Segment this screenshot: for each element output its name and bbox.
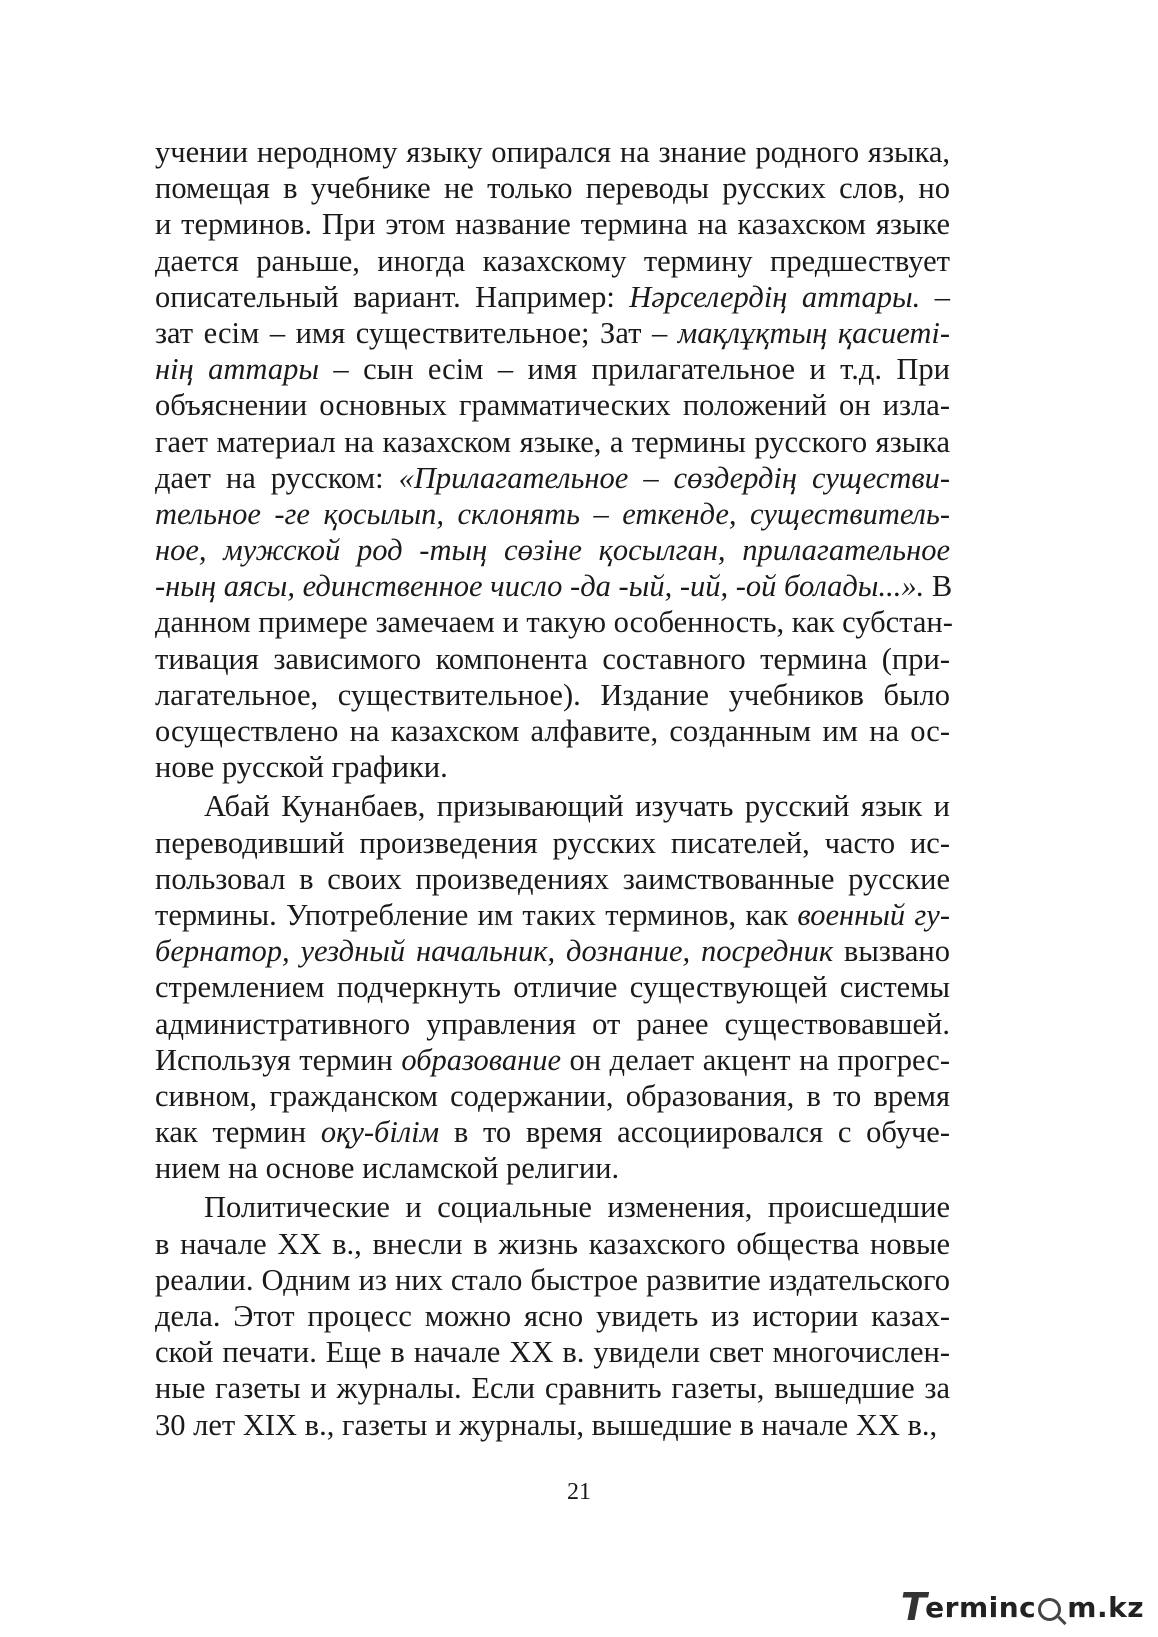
text-line [155, 1298, 950, 1334]
text-line [155, 1226, 950, 1262]
text-run: тивация зависимого компонента составного термина (при- [155, 641, 950, 676]
text-run: в то время ассоциировался с обуче- [439, 1115, 950, 1150]
paragraph [155, 1189, 950, 1442]
text-line [155, 1407, 950, 1443]
text-run: реалии. Одним из них стало быстрое развитие издательского [155, 1262, 950, 1297]
text-line [155, 861, 950, 897]
watermark-text-middle: erminc [925, 1590, 1037, 1624]
text-run: Абай Кунанбаев, призывающий изучать русский язык и [204, 789, 950, 824]
italic-term: тельное -ге қосылып, склонять – еткенде, существитель- [155, 496, 950, 531]
italic-term: оқу-білім [320, 1115, 440, 1150]
text-line [155, 1262, 950, 1298]
text-run: термины. Употребление им таких терминов, как [155, 897, 798, 932]
text-line [155, 969, 950, 1005]
text-line [155, 641, 950, 677]
text-run: лагательное, существительное). Издание учебников было [155, 677, 950, 712]
text-line [155, 568, 953, 604]
text-run: – сын есім – имя прилагательное и т.д. При [319, 352, 950, 387]
page-number: 21 [567, 1479, 591, 1505]
text-run: вызвано [833, 934, 950, 969]
text-run: осуществлено на казахском алфавите, созданным им на ос- [155, 714, 950, 748]
text-line [155, 424, 950, 460]
italic-term: нің аттары [155, 352, 319, 387]
text-run: описательный вариант. Например: [155, 279, 630, 314]
italic-term: «Прилагательное – сөздердің существи- [398, 460, 951, 495]
text-line [155, 788, 950, 824]
site-watermark-logo [901, 1587, 1144, 1627]
italic-term: -ның аясы, единственное число -да -ый, -ий, -ой болады...». [155, 569, 925, 604]
text-run: переводивший произведения русских писателей, часто ис- [155, 825, 950, 860]
page-body [155, 134, 953, 1443]
text-run: зат есім – имя существительное; Зат – [155, 315, 678, 350]
text-line [155, 1150, 950, 1186]
text-line [155, 1370, 950, 1406]
text-run: гает материал на казахском языке, а термины русского языка [155, 424, 950, 459]
text-run: как термин [155, 1115, 321, 1150]
italic-term: образование [401, 1042, 562, 1077]
text-line [155, 749, 950, 785]
italic-term: бернатор, уездный начальник, дознание, посредник [155, 934, 834, 969]
text-line [155, 1189, 950, 1225]
text-line [155, 315, 950, 351]
text-run: ные газеты и журналы. Если сравнить газеты, вышедшие за [155, 1371, 950, 1406]
text-run: Используя термин [155, 1042, 402, 1077]
text-line [155, 604, 953, 640]
magnifier-icon [1038, 1598, 1061, 1621]
italic-term: мақлұқтың қасиеті- [677, 315, 950, 350]
text-run: дела. Этот процесс можно ясно увидеть из истории казах- [155, 1299, 950, 1333]
text-line [155, 170, 950, 206]
text-line [155, 933, 950, 969]
text-run: 30 лет XIX в., газеты и журналы, вышедшие в начале XX в., [155, 1407, 938, 1442]
text-run: данном примере замечаем и такую особенность, как субстан- [155, 605, 953, 640]
text-line [155, 713, 950, 749]
text-run: нове русской графики. [155, 750, 448, 785]
text-line [155, 134, 950, 170]
text-line [155, 897, 950, 933]
text-run: стремлением подчеркнуть отличие существующей системы [155, 970, 950, 1005]
watermark-t-letter: T [900, 1585, 928, 1629]
text-line [155, 387, 950, 423]
text-line [155, 1078, 950, 1114]
text-run: Политические и социальные изменения, происшедшие [204, 1190, 950, 1225]
watermark-text-end: m.kz [1067, 1590, 1144, 1624]
italic-term: военный гу- [797, 897, 950, 932]
text-run: ской печати. Еще в начале XX в. увидели свет многочислен- [155, 1335, 950, 1370]
text-line [155, 243, 950, 279]
text-run: сивном, гражданском содержании, образования, в то время [155, 1078, 950, 1113]
text-line [155, 677, 950, 713]
text-line [155, 1042, 950, 1078]
paragraph [155, 788, 950, 1186]
text-run: дается раньше, иногда казахскому термину предшествует [155, 243, 950, 278]
text-run: в начале XX в., внесли в жизнь казахского общества новые [155, 1226, 950, 1261]
text-run: – [920, 279, 950, 314]
text-run: В [924, 569, 953, 604]
text-run: учении неродному языку опирался на знание родного языка, [155, 135, 950, 169]
text-run: помещая в учебнике не только переводы русских слов, но [155, 171, 950, 206]
text-run: он делает акцент на прогрес- [561, 1042, 950, 1077]
italic-term: ное, мужской род -тың сөзіне қосылган, прилагательное [155, 533, 950, 568]
text-line [155, 1114, 950, 1150]
text-line [155, 351, 950, 387]
text-line [155, 206, 950, 242]
text-line [155, 532, 950, 568]
text-run: и терминов. При этом название термина на казахском языке [155, 207, 950, 242]
text-run: дает на русском: [155, 460, 399, 495]
text-line [155, 460, 950, 496]
text-run: административного управления от ранее существовавшей. [155, 1006, 950, 1041]
paragraph [155, 134, 953, 785]
text-run: пользовал в своих произведениях заимствованные русские [155, 861, 950, 896]
text-line [155, 279, 950, 315]
text-line [155, 825, 950, 861]
text-run: нием на основе исламской религии. [155, 1151, 620, 1186]
text-run: объяснении основных грамматических положений он изла- [155, 388, 950, 423]
text-line [155, 496, 950, 532]
text-line [155, 1334, 950, 1370]
text-line [155, 1006, 950, 1042]
italic-term: Нәрселердің аттары. [629, 279, 921, 314]
